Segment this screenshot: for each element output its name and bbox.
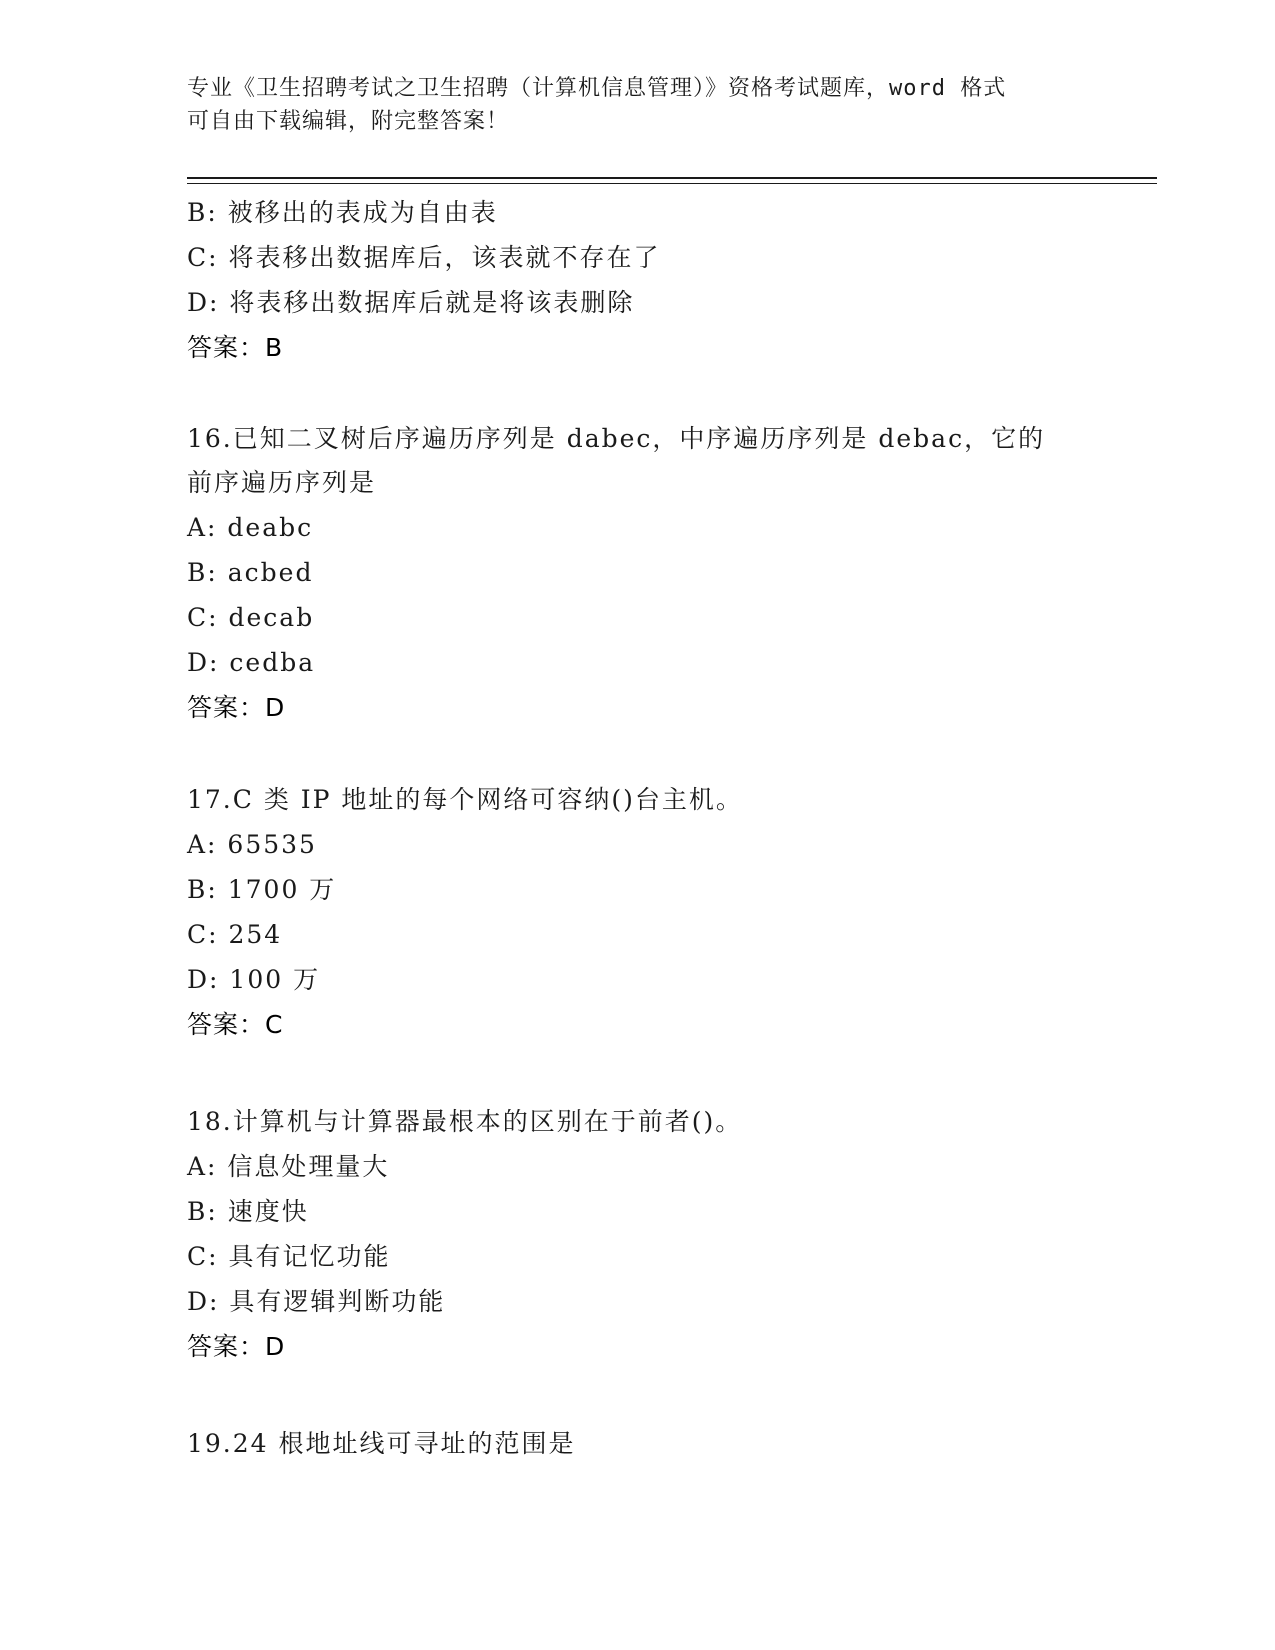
answer: 答案：B xyxy=(187,333,284,362)
option-a: A: 65535 xyxy=(187,830,317,859)
option-d: D: 100 万 xyxy=(187,965,321,994)
option-c: C: 将表移出数据库后，该表就不存在了 xyxy=(187,243,661,272)
option-d: D: 将表移出数据库后就是将该表删除 xyxy=(187,288,635,317)
option-b: B: acbed xyxy=(187,558,314,587)
option-a: A: deabc xyxy=(187,513,314,542)
option-c: C: 254 xyxy=(187,920,283,949)
question-16 xyxy=(187,417,1157,730)
option-c: C: 具有记忆功能 xyxy=(187,1242,391,1271)
question-title: 18.计算机与计算器最根本的区别在于前者()。 xyxy=(187,1107,743,1136)
question-title-line-1: 16.已知二叉树后序遍历序列是 dabec，中序遍历序列是 debac，它的 xyxy=(187,424,1046,453)
header-line-1: 专业《卫生招聘考试之卫生招聘（计算机信息管理）》资格考试题库，word 格式 xyxy=(187,76,1007,101)
spacer xyxy=(187,370,1157,417)
answer: 答案：C xyxy=(187,1010,284,1039)
option-b: B: 被移出的表成为自由表 xyxy=(187,198,498,227)
answer: 答案：D xyxy=(187,693,286,722)
document-header xyxy=(187,72,1087,138)
option-a: A: 信息处理量大 xyxy=(187,1152,390,1181)
question-title: 19.24 根地址线可寻址的范围是 xyxy=(187,1429,576,1458)
option-d: D: cedba xyxy=(187,648,316,677)
header-rule-thick xyxy=(187,177,1157,179)
question-title-line-2: 前序遍历序列是 xyxy=(187,468,377,497)
question-list xyxy=(187,190,1157,1466)
question-15-tail xyxy=(187,190,1157,370)
option-b: B: 1700 万 xyxy=(187,875,337,904)
spacer xyxy=(187,730,1157,777)
spacer xyxy=(187,1047,1157,1099)
option-b: B: 速度快 xyxy=(187,1197,309,1226)
header-rule-thin xyxy=(187,183,1157,184)
option-c: C: decab xyxy=(187,603,315,632)
spacer xyxy=(187,1369,1157,1421)
question-title xyxy=(187,417,1067,505)
question-title: 17.C 类 IP 地址的每个网络可容纳()台主机。 xyxy=(187,785,743,814)
option-d: D: 具有逻辑判断功能 xyxy=(187,1287,446,1316)
header-line-2: 可自由下载编辑，附完整答案！ xyxy=(187,109,510,134)
answer: 答案：D xyxy=(187,1332,286,1361)
question-19 xyxy=(187,1421,1157,1466)
question-17 xyxy=(187,777,1157,1047)
question-18 xyxy=(187,1099,1157,1369)
